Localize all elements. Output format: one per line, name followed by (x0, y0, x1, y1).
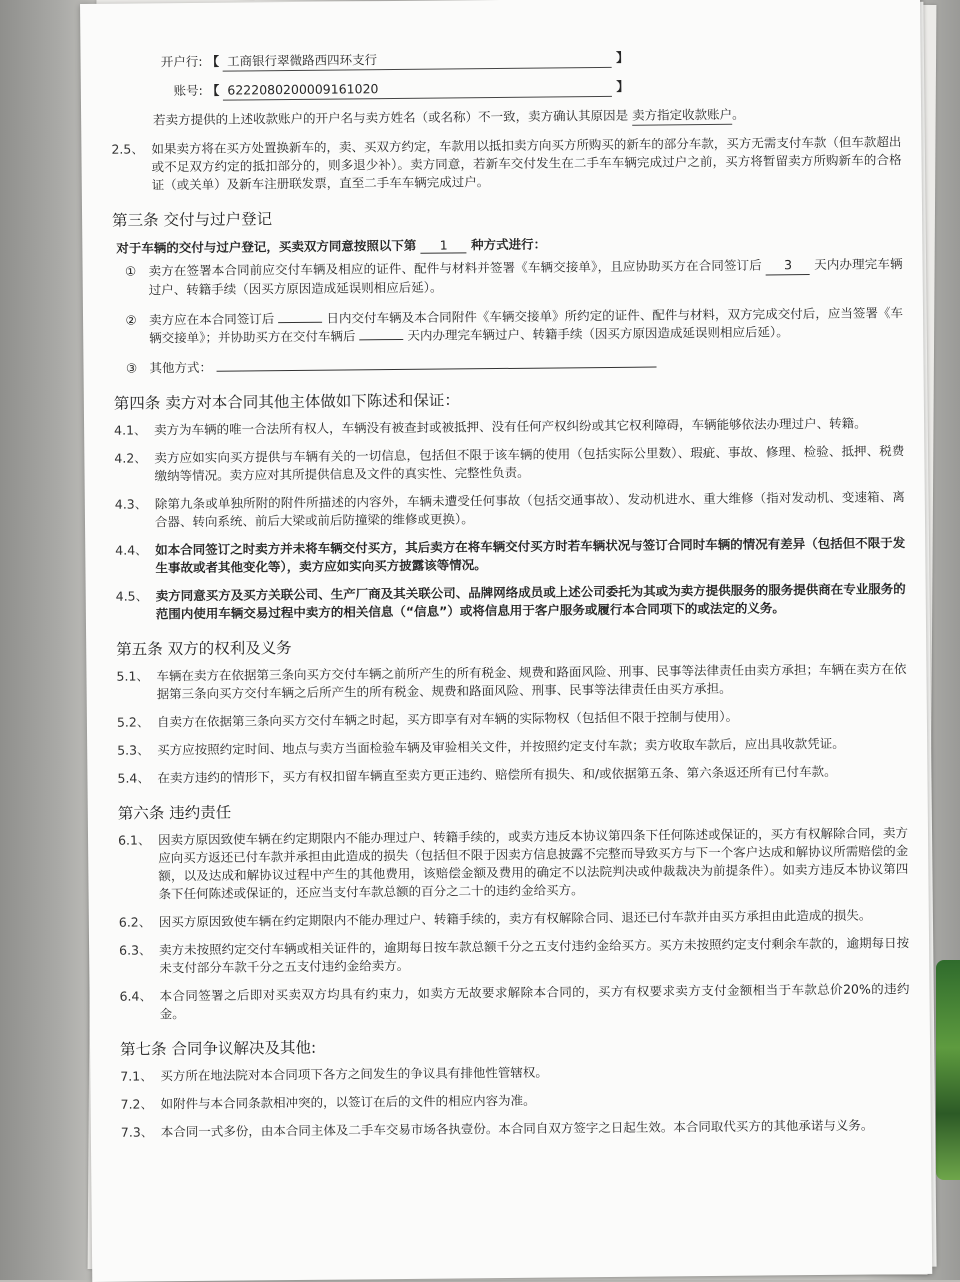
clause-text: 卖方应如实向买方提供与车辆有关的一切信息，包括但不限于该车辆的使用（包括实际公里数）、瑕疵、事故、修理、检验、抵押、税费缴纳等情况。卖方应对其所提供信息及文件的真实性、完整性负责。 (154, 443, 905, 484)
clause-item (121, 1088, 911, 1114)
days-value: 3 (766, 256, 810, 275)
account-note: 若卖方提供的上述收款账户的开户名与卖方姓名（或名称）不一致，卖方确认其原因是 卖方指定收款账户。 (153, 106, 745, 128)
clause-item (119, 980, 909, 1024)
section-5-items (116, 660, 907, 788)
contract-page (80, 0, 932, 1282)
page-content (110, 46, 911, 1152)
clause-text: 本合同一式多份，由本合同主体及二手车交易市场各执壹份。本合同自双方签字之日起生效。本合同取代买方的其他承诺与义务。 (160, 1117, 874, 1140)
option-mark: ① (124, 263, 137, 279)
clause-text: 在卖方违约的情形下，买方有权扣留车辆直至卖方更正违约、赔偿所有损失、和/或依据第五条、第六条返还所有已付车款。 (157, 763, 837, 786)
clause-text: 如果卖方将在买方处置换新车的，卖、买双方约定，车款用以抵扣卖方向买方所购买的新车的部分车款，买方无需支付车款（但车款超出或不足双方约定的抵扣部分的，则多退少补）。卖方同意，若新车交付发生在二手车车辆完成过户之前，买方将暂留卖方所购新车的合格证（或关单）及新车注册联发票，直至二手车车辆完成过户。 (151, 134, 902, 193)
account-field: 账号: 【 6222080200009161020 】 (111, 75, 901, 102)
clause-item (116, 660, 906, 704)
bank-value: 工商银行翠微路西四环支行 (223, 49, 612, 72)
clause-text: 如附件与本合同条款相冲突的，以签订在后的文件的相应内容为准。 (160, 1092, 536, 1112)
clause-number: 2.5、 (111, 141, 144, 157)
clause-item (117, 734, 907, 760)
option-3: ③ 其他方式： (113, 352, 903, 378)
option-2: ② 卖方应在本合同签订后 日内交付车辆及本合同附件《车辆交接单》所约定的证件、配件与材料，双方完成交付后，应当签署《车辆交接单》；并协助买方在交付车辆后 天内办理完车辆过户、转籍手续（因买方原因造成延误则相应后延）。 (113, 304, 903, 348)
bank-field: 开户行: 【 工商银行翠微路西四环支行 】 (110, 46, 900, 73)
section-4-items (114, 414, 906, 624)
section-3-lead: 对于车辆的交付与过户登记，买卖双方同意按照以下第 1 种方式进行： (116, 236, 547, 256)
option-1: ① 卖方在签署本合同前应交付车辆及相应的证件、配件与材料并签署《车辆交接单》，且应协助买方在合同签订后 3 天内办理完车辆过户、转籍手续（因买方原因造成延误则相应后延）。 (113, 255, 903, 300)
clause-text: 买方所在地法院对本合同项下各方之间发生的争议具有排他性管辖权。 (160, 1064, 548, 1084)
clause-item (114, 414, 904, 440)
clause-item (117, 762, 907, 788)
clause-number: 5.2、 (116, 714, 150, 730)
blank-line (360, 339, 404, 340)
clause-number: 6.2、 (118, 914, 152, 930)
clause-item (118, 824, 909, 904)
clause-item (121, 1116, 911, 1142)
clause-number: 4.4、 (115, 542, 148, 558)
clause-number: 4.3、 (114, 496, 148, 512)
clause-item (120, 1060, 910, 1086)
clause-number: 4.1、 (114, 422, 147, 438)
clause-number: 4.5、 (115, 588, 149, 604)
clause-text: 车辆在卖方在依据第三条向买方交付车辆之前所产生的所有税金、规费和路面风险、刑事、民事等法律责任由卖方承担；车辆在卖方在依据第三条向买方交付车辆之后所产生的所有税金、规费和路面风险、刑事、民事等法律责任由买方承担。 (156, 661, 907, 702)
section-6-items (118, 824, 910, 1024)
account-value: 6222080200009161020 (223, 78, 612, 101)
clause-number: 4.2、 (114, 450, 147, 466)
option-mark: ③ (125, 360, 138, 376)
clause-number: 5.3、 (117, 742, 150, 758)
field-label: 账号: (173, 82, 203, 99)
option-mark: ② (125, 312, 137, 328)
section-7-items (120, 1060, 911, 1142)
clause-item (117, 706, 907, 732)
clause-text: 因买方原因致使车辆在约定期限内不能办理过户、转籍手续的，卖方有权解除合同、退还已付车款并由买方承担由此造成的损失。 (158, 907, 872, 930)
clause-text: 如本合同签订之时卖方并未将车辆交付买方，其后卖方在将车辆交付买方时若车辆状况与签订合同时车辆的情况有差异（包括但不限于发生事故或者其他变化等），卖方应如实向买方披露该等情况。 (155, 535, 906, 576)
clause-number: 5.4、 (117, 770, 150, 786)
clause-item (114, 442, 904, 486)
blank-line (278, 322, 322, 323)
clause-number: 7.2、 (120, 1096, 154, 1112)
clause-number: 5.1、 (116, 668, 149, 684)
clause-text: 本合同签署之后即对买卖双方均具有约束力，如卖方无故要求解除本合同的，买方有权要求卖方支付金额相当于车款总价20%的违约金。 (159, 981, 910, 1022)
clause-item (116, 580, 906, 624)
blank-line (216, 367, 656, 372)
clause-number: 6.4、 (119, 988, 153, 1004)
section-4-title: 第四条 卖方对本合同其他主体做如下陈述和保证： (113, 391, 460, 413)
clause-item (119, 906, 909, 932)
clause-text: 除第九条或单独所附的附件所描述的内容外，车辆未遭受任何事故（包括交通事故）、发动机进水、重大维修（指对发动机、变速箱、离合器、转向系统、前后大梁或前后防撞梁的维修或更换）。 (154, 489, 905, 530)
clause-text: 卖方未按照约定交付车辆或相关证件的，逾期每日按车款总额千分之五支付违约金给买方。买方未按照约定支付剩余车款的，逾期每日按未支付部分车款千分之五支付违约金给卖方。 (159, 935, 910, 976)
clause-text: 买方应按照约定时间、地点与卖方当面检验车辆及审验相关文件，并按照约定支付车款；卖方收取车款后，应出具收款凭证。 (157, 735, 845, 758)
note-value: 卖方指定收款账户 (632, 106, 732, 126)
clause-text: 自卖方在依据第三条向买方交付车辆之时起，买方即享有对车辆的实际物权（包括但不限于控制与使用）。 (156, 708, 739, 730)
field-label: 开户行: (160, 53, 203, 70)
clause-number: 6.3、 (119, 942, 152, 958)
clause-text: 卖方为车辆的唯一合法所有权人，车辆没有被查封或被抵押、没有任何产权纠纷或其它权利障碍，车辆能够依法办理过户、转籍。 (154, 415, 867, 438)
clause-2-5 (111, 133, 901, 195)
clause-number: 7.1、 (120, 1068, 153, 1084)
clause-number: 6.1、 (117, 832, 151, 848)
clause-text: 卖方同意买方及买方关联公司、生产厂商及其关联公司、品牌网络成员或上述公司委托为其或为卖方提供服务的服务提供商在专业服务的范围内使用车辆交易过程中卖方的相关信息（“信息”）或将信息用于客户服务或履行本合同项下的或法定的义务。 (155, 581, 906, 622)
plant-leaf (936, 960, 960, 1180)
clause-number: 7.3、 (120, 1124, 154, 1140)
clause-item (115, 534, 905, 578)
clause-item (115, 488, 905, 532)
section-5-title: 第五条 双方的权利及义务 (116, 639, 292, 659)
clause-text: 因卖方原因致使车辆在约定期限内不能办理过户、转籍手续的，或卖方违反本协议第四条下任何陈述或保证的，买方有权解除合同，卖方应向买方返还已付车款并承担由此造成的损失（包括但不限于因卖方信息披露不完整而导致买方与下一个客户达成和解协议所需赔偿的金额，以及达成和解协议过程中产生的其他费用，该赔偿金额及费用的确定不以法院判决或仲裁裁决为前提条件）。如卖方违反本协议第四条下任何陈述或保证的，还应当支付车款总额的百分之二十的违约金给买方。 (157, 825, 909, 902)
section-3-title: 第三条 交付与过户登记 (112, 210, 273, 230)
section-7-title: 第七条 合同争议解决及其他: (119, 1038, 317, 1059)
section-6-title: 第六条 违约责任 (117, 803, 232, 823)
clause-item (119, 934, 909, 978)
method-choice: 1 (421, 237, 467, 253)
